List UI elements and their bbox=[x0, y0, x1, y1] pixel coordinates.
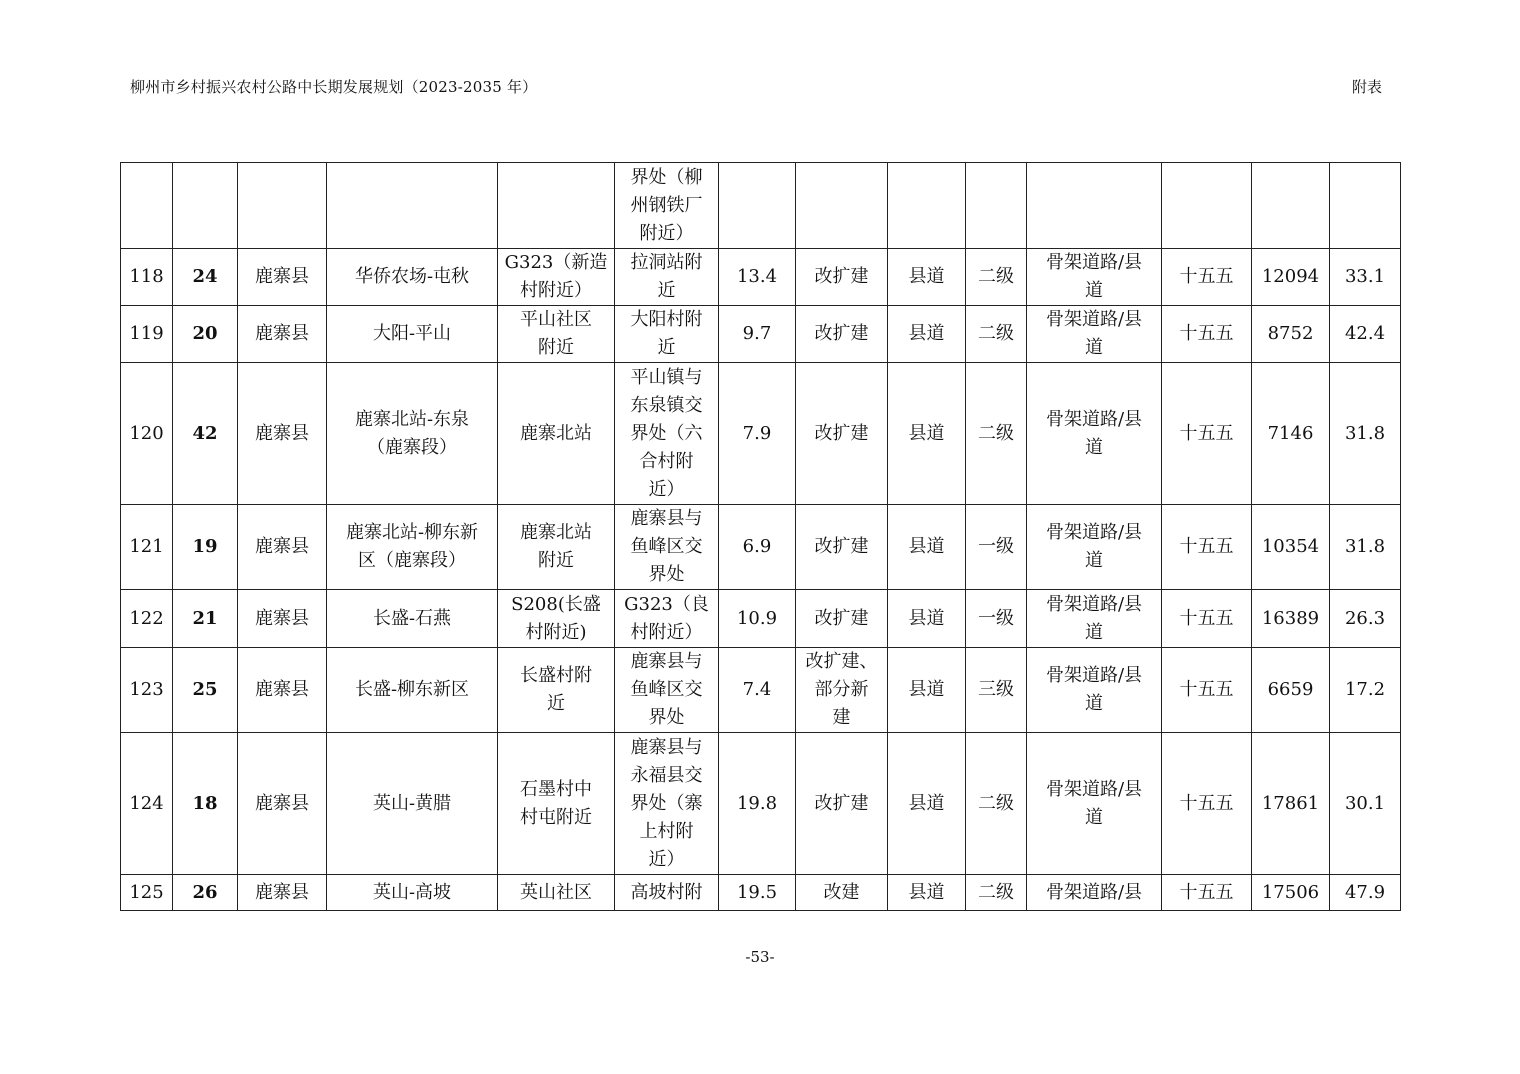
cell-county: 鹿寨县 bbox=[238, 733, 327, 875]
cell-investment: 30.1 bbox=[1330, 733, 1401, 875]
cell-end-point: G323（良 村附近） bbox=[615, 590, 719, 648]
cell-plan-period: 十五五 bbox=[1162, 306, 1252, 363]
cell-construction-type: 改扩建 bbox=[796, 590, 888, 648]
cell-start-point: 石墨村中 村屯附近 bbox=[498, 733, 615, 875]
cell-seq-no: 120 bbox=[121, 363, 173, 505]
cell-traffic-volume: 17861 bbox=[1252, 733, 1330, 875]
cell-traffic-volume: 6659 bbox=[1252, 648, 1330, 733]
cell-road-code: 19 bbox=[173, 505, 238, 590]
cell-construction-type bbox=[796, 163, 888, 249]
cell-route-name: 英山-黄腊 bbox=[327, 733, 498, 875]
cell-construction-type: 改扩建 bbox=[796, 733, 888, 875]
cell-function: 骨架道路/县 道 bbox=[1027, 249, 1162, 306]
cell-investment: 17.2 bbox=[1330, 648, 1401, 733]
cell-investment bbox=[1330, 163, 1401, 249]
cell-county: 鹿寨县 bbox=[238, 875, 327, 911]
cell-construction-type: 改扩建 bbox=[796, 505, 888, 590]
cell-function: 骨架道路/县 bbox=[1027, 875, 1162, 911]
cell-route-name: 华侨农场-屯秋 bbox=[327, 249, 498, 306]
cell-function: 骨架道路/县 道 bbox=[1027, 590, 1162, 648]
cell-traffic-volume bbox=[1252, 163, 1330, 249]
cell-traffic-volume: 7146 bbox=[1252, 363, 1330, 505]
table-row bbox=[121, 505, 1401, 590]
cell-tech-grade: 二级 bbox=[966, 363, 1027, 505]
page-number: -53- bbox=[745, 948, 775, 966]
cell-function: 骨架道路/县 道 bbox=[1027, 505, 1162, 590]
cell-admin-class: 县道 bbox=[888, 505, 966, 590]
cell-end-point: 鹿寨县与 鱼峰区交 界处 bbox=[615, 648, 719, 733]
cell-county: 鹿寨县 bbox=[238, 363, 327, 505]
cell-investment: 26.3 bbox=[1330, 590, 1401, 648]
cell-end-point: 大阳村附 近 bbox=[615, 306, 719, 363]
cell-function: 骨架道路/县 道 bbox=[1027, 733, 1162, 875]
cell-admin-class: 县道 bbox=[888, 590, 966, 648]
cell-investment: 42.4 bbox=[1330, 306, 1401, 363]
cell-route-name: 鹿寨北站-东泉 （鹿寨段） bbox=[327, 363, 498, 505]
document-title: 柳州市乡村振兴农村公路中长期发展规划（2023-2035 年） bbox=[130, 78, 538, 96]
cell-tech-grade: 二级 bbox=[966, 733, 1027, 875]
cell-plan-period: 十五五 bbox=[1162, 875, 1252, 911]
cell-admin-class: 县道 bbox=[888, 249, 966, 306]
cell-county: 鹿寨县 bbox=[238, 306, 327, 363]
cell-tech-grade: 二级 bbox=[966, 249, 1027, 306]
cell-construction-type: 改建 bbox=[796, 875, 888, 911]
cell-construction-type: 改扩建 bbox=[796, 249, 888, 306]
table-row bbox=[121, 648, 1401, 733]
cell-route-name bbox=[327, 163, 498, 249]
cell-plan-period bbox=[1162, 163, 1252, 249]
cell-admin-class: 县道 bbox=[888, 733, 966, 875]
cell-county: 鹿寨县 bbox=[238, 249, 327, 306]
cell-seq-no: 119 bbox=[121, 306, 173, 363]
appendix-label: 附表 bbox=[1352, 78, 1383, 96]
cell-route-name: 鹿寨北站-柳东新 区（鹿寨段） bbox=[327, 505, 498, 590]
table-row bbox=[121, 249, 1401, 306]
cell-end-point: 平山镇与 东泉镇交 界处（六 合村附 近） bbox=[615, 363, 719, 505]
cell-seq-no: 124 bbox=[121, 733, 173, 875]
cell-county: 鹿寨县 bbox=[238, 590, 327, 648]
cell-construction-type: 改扩建、 部分新 建 bbox=[796, 648, 888, 733]
cell-start-point: S208(长盛 村附近) bbox=[498, 590, 615, 648]
cell-admin-class: 县道 bbox=[888, 648, 966, 733]
road-plan-table bbox=[120, 162, 1401, 911]
table-row bbox=[121, 733, 1401, 875]
cell-traffic-volume: 10354 bbox=[1252, 505, 1330, 590]
cell-length-km: 19.8 bbox=[719, 733, 796, 875]
cell-construction-type: 改扩建 bbox=[796, 363, 888, 505]
cell-county bbox=[238, 163, 327, 249]
cell-function: 骨架道路/县 道 bbox=[1027, 363, 1162, 505]
cell-traffic-volume: 16389 bbox=[1252, 590, 1330, 648]
cell-plan-period: 十五五 bbox=[1162, 363, 1252, 505]
cell-tech-grade: 二级 bbox=[966, 306, 1027, 363]
cell-route-name: 长盛-石燕 bbox=[327, 590, 498, 648]
cell-end-point: 鹿寨县与 鱼峰区交 界处 bbox=[615, 505, 719, 590]
table-row bbox=[121, 875, 1401, 911]
cell-road-code: 42 bbox=[173, 363, 238, 505]
cell-route-name: 大阳-平山 bbox=[327, 306, 498, 363]
cell-admin-class: 县道 bbox=[888, 306, 966, 363]
cell-plan-period: 十五五 bbox=[1162, 733, 1252, 875]
cell-tech-grade: 三级 bbox=[966, 648, 1027, 733]
cell-plan-period: 十五五 bbox=[1162, 249, 1252, 306]
cell-seq-no: 123 bbox=[121, 648, 173, 733]
cell-tech-grade: 一级 bbox=[966, 590, 1027, 648]
cell-plan-period: 十五五 bbox=[1162, 505, 1252, 590]
cell-admin-class bbox=[888, 163, 966, 249]
cell-traffic-volume: 8752 bbox=[1252, 306, 1330, 363]
cell-length-km: 7.4 bbox=[719, 648, 796, 733]
cell-length-km: 6.9 bbox=[719, 505, 796, 590]
cell-function: 骨架道路/县 道 bbox=[1027, 306, 1162, 363]
cell-seq-no: 122 bbox=[121, 590, 173, 648]
cell-tech-grade: 二级 bbox=[966, 875, 1027, 911]
table-row bbox=[121, 306, 1401, 363]
cell-plan-period: 十五五 bbox=[1162, 590, 1252, 648]
cell-length-km: 9.7 bbox=[719, 306, 796, 363]
cell-seq-no: 121 bbox=[121, 505, 173, 590]
cell-start-point bbox=[498, 163, 615, 249]
cell-seq-no: 118 bbox=[121, 249, 173, 306]
cell-traffic-volume: 17506 bbox=[1252, 875, 1330, 911]
cell-tech-grade bbox=[966, 163, 1027, 249]
cell-end-point: 高坡村附 bbox=[615, 875, 719, 911]
cell-road-code: 20 bbox=[173, 306, 238, 363]
cell-investment: 31.8 bbox=[1330, 363, 1401, 505]
cell-start-point: 鹿寨北站 bbox=[498, 363, 615, 505]
cell-function bbox=[1027, 163, 1162, 249]
cell-construction-type: 改扩建 bbox=[796, 306, 888, 363]
cell-traffic-volume: 12094 bbox=[1252, 249, 1330, 306]
cell-start-point: 平山社区 附近 bbox=[498, 306, 615, 363]
cell-investment: 33.1 bbox=[1330, 249, 1401, 306]
table-row bbox=[121, 163, 1401, 249]
table-row bbox=[121, 590, 1401, 648]
cell-function: 骨架道路/县 道 bbox=[1027, 648, 1162, 733]
cell-seq-no bbox=[121, 163, 173, 249]
cell-tech-grade: 一级 bbox=[966, 505, 1027, 590]
cell-length-km: 13.4 bbox=[719, 249, 796, 306]
cell-seq-no: 125 bbox=[121, 875, 173, 911]
cell-county: 鹿寨县 bbox=[238, 648, 327, 733]
cell-route-name: 英山-高坡 bbox=[327, 875, 498, 911]
cell-admin-class: 县道 bbox=[888, 363, 966, 505]
cell-investment: 31.8 bbox=[1330, 505, 1401, 590]
cell-road-code: 26 bbox=[173, 875, 238, 911]
table-body bbox=[121, 163, 1401, 911]
cell-road-code bbox=[173, 163, 238, 249]
cell-route-name: 长盛-柳东新区 bbox=[327, 648, 498, 733]
cell-county: 鹿寨县 bbox=[238, 505, 327, 590]
cell-road-code: 18 bbox=[173, 733, 238, 875]
cell-road-code: 24 bbox=[173, 249, 238, 306]
cell-start-point: G323（新造 村附近） bbox=[498, 249, 615, 306]
cell-length-km bbox=[719, 163, 796, 249]
cell-start-point: 英山社区 bbox=[498, 875, 615, 911]
cell-end-point: 拉洞站附 近 bbox=[615, 249, 719, 306]
cell-end-point: 鹿寨县与 永福县交 界处（寨 上村附 近） bbox=[615, 733, 719, 875]
cell-length-km: 10.9 bbox=[719, 590, 796, 648]
cell-length-km: 7.9 bbox=[719, 363, 796, 505]
cell-length-km: 19.5 bbox=[719, 875, 796, 911]
cell-end-point: 界处（柳 州钢铁厂 附近） bbox=[615, 163, 719, 249]
cell-road-code: 21 bbox=[173, 590, 238, 648]
table-row bbox=[121, 363, 1401, 505]
cell-investment: 47.9 bbox=[1330, 875, 1401, 911]
cell-plan-period: 十五五 bbox=[1162, 648, 1252, 733]
cell-admin-class: 县道 bbox=[888, 875, 966, 911]
cell-road-code: 25 bbox=[173, 648, 238, 733]
cell-start-point: 鹿寨北站 附近 bbox=[498, 505, 615, 590]
cell-start-point: 长盛村附 近 bbox=[498, 648, 615, 733]
